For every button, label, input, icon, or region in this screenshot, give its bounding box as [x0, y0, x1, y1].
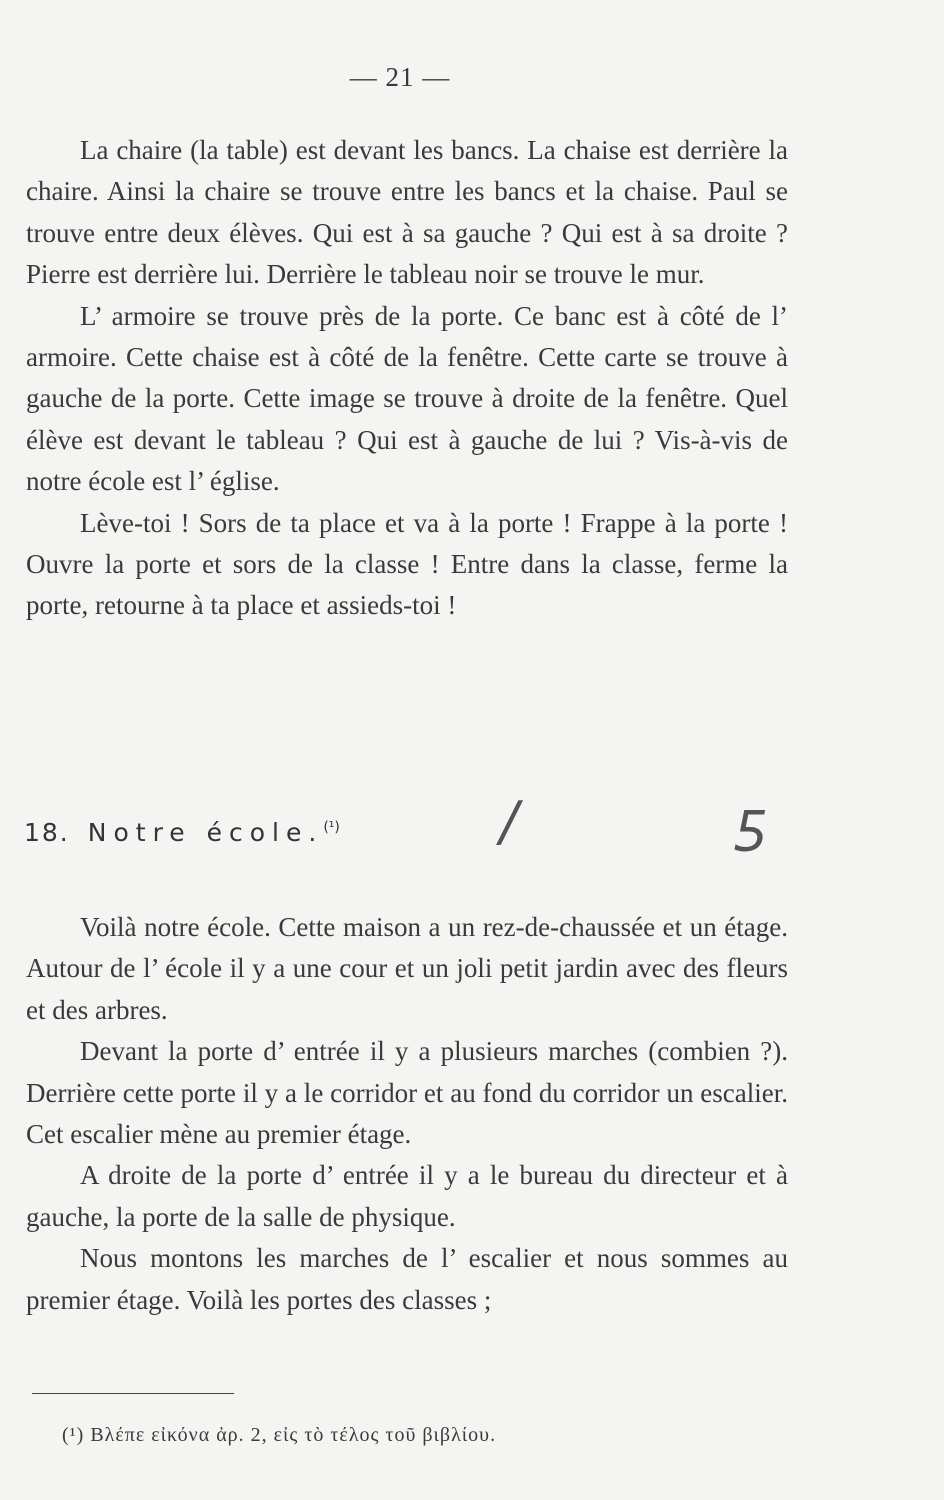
footnote: (¹) Βλέπε εἰκόνα ἀρ. 2, εἰς τὸ τέλος τοῦ βιβλίου. [62, 1424, 497, 1446]
section-heading [24, 818, 340, 847]
paragraph: A droite de la porte d’ entrée il y a le bureau du directeur et à gauche, la porte de la salle de physique. [26, 1160, 788, 1232]
text-block-classroom [26, 130, 788, 627]
paragraph: Devant la porte d’ entrée il y a plusieurs marches (combien ?). Derrière cette porte il y a le corridor et au fond du corridor un escalier. Cet escalier mène au premier étage. [26, 1036, 788, 1150]
page-number: — 21 — [349, 62, 451, 92]
section-title: Notre école. [87, 818, 324, 847]
text-block-school [26, 907, 788, 1321]
section-number: 18. [24, 818, 70, 847]
paragraph: La chaire (la table) est devant les bancs. La chaise est derrière la chaire. Ainsi la chaire se trouve entre les bancs et la chaise. Paul se trouve entre deux élèves. Qui est à sa gauche ? Qui est à sa droite ? Pierre est derrière lui. Derrière le tableau noir se trouve le mur. [26, 135, 788, 290]
pencil-marks: / ƽ [500, 790, 867, 853]
paragraph: Nous montons les marches de l’ escalier et nous sommes au premier étage. Voilà les portes des classes ; [26, 1243, 788, 1315]
footnote-rule [32, 1393, 234, 1394]
paragraph: L’ armoire se trouve près de la porte. Ce banc est à côté de l’ armoire. Cette chaise est à côté de la fenêtre. Cette carte se trouve à gauche de la porte. Cette image se trouve à droite de la fenêtre. Quel élève est devant le tableau ? Qui est à gauche de lui ? Vis-à-vis de notre école est l’ église. [26, 300, 788, 497]
footnote-marker: (¹) [323, 819, 340, 836]
paragraph: Voilà notre école. Cette maison a un rez-de-chaussée et un étage. Autour de l’ école il y a une cour et un joli petit jardin avec des fleurs et des arbres. [26, 912, 788, 1025]
paragraph: Lève-toi ! Sors de ta place et va à la porte ! Frappe à la porte ! Ouvre la porte et sors de la classe ! Entre dans la classe, ferme la porte, retourne à ta place et assieds-toi ! [26, 507, 788, 621]
